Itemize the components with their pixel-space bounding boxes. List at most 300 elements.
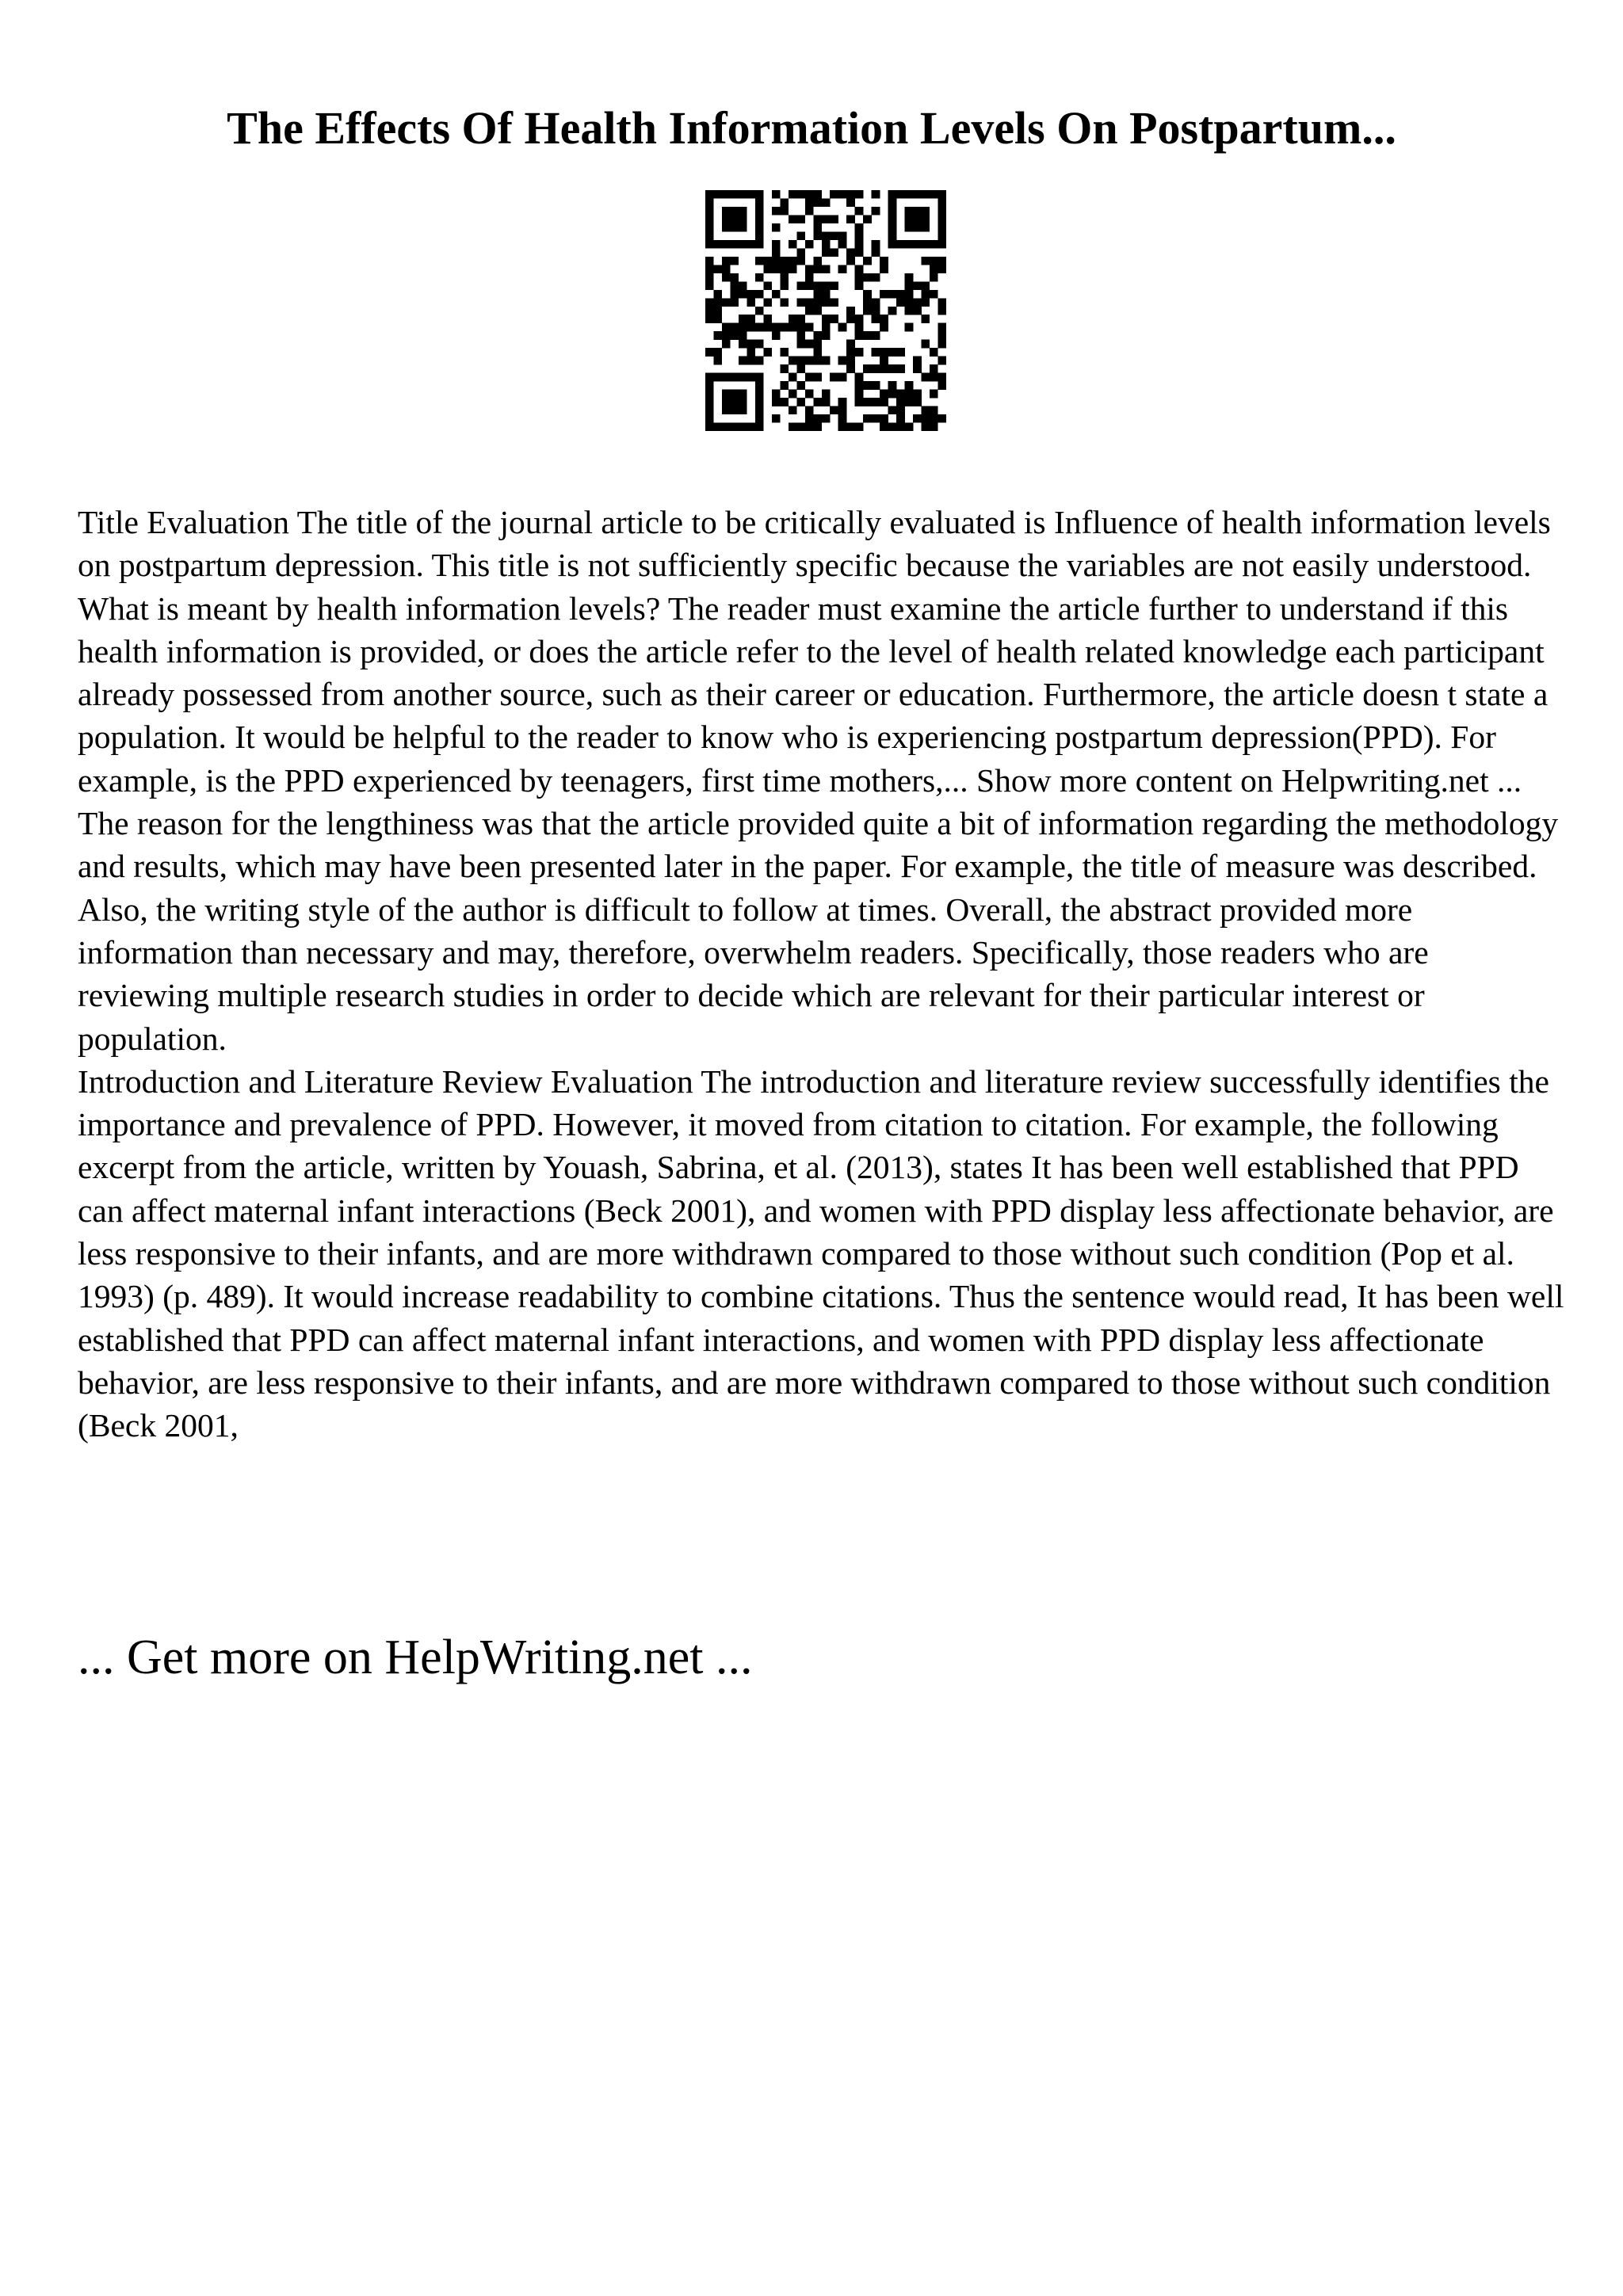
qr-module: [722, 390, 731, 399]
qr-module: [796, 315, 805, 323]
qr-module: [913, 281, 922, 290]
qr-module: [747, 323, 755, 332]
qr-module: [722, 207, 731, 215]
qr-module: [739, 423, 747, 431]
qr-module: [772, 207, 781, 215]
qr-module: [730, 373, 739, 382]
qr-module: [922, 240, 930, 249]
qr-module: [813, 257, 822, 265]
qr-module: [789, 406, 797, 415]
qr-module: [713, 265, 722, 273]
qr-module: [872, 348, 880, 357]
qr-module: [905, 223, 914, 232]
qr-module: [880, 423, 888, 431]
qr-module: [855, 240, 864, 249]
qr-module: [739, 340, 747, 349]
qr-module: [747, 348, 755, 357]
qr-module: [813, 290, 822, 299]
qr-module: [896, 414, 905, 423]
qr-module: [805, 357, 814, 365]
qr-module: [730, 298, 739, 307]
qr-module: [813, 414, 822, 423]
qr-module: [905, 240, 914, 249]
qr-module: [747, 298, 755, 307]
qr-module: [930, 265, 938, 273]
qr-module: [846, 364, 855, 373]
qr-module: [705, 373, 714, 382]
qr-module: [938, 215, 946, 223]
qr-module: [813, 215, 822, 223]
qr-module: [705, 273, 714, 282]
qr-module: [938, 373, 946, 382]
qr-module: [838, 240, 847, 249]
qr-module: [822, 298, 831, 307]
qr-module: [755, 190, 764, 199]
qr-module: [938, 340, 946, 349]
qr-module: [796, 423, 805, 431]
qr-module: [913, 207, 922, 215]
qr-module: [813, 340, 822, 349]
qr-module: [922, 414, 930, 423]
qr-module: [705, 198, 714, 207]
qr-module: [780, 364, 789, 373]
qr-module: [938, 223, 946, 232]
qr-module: [930, 240, 938, 249]
qr-module: [747, 357, 755, 365]
qr-module: [772, 398, 781, 406]
qr-module: [805, 281, 814, 290]
qr-module: [796, 357, 805, 365]
qr-module: [813, 298, 822, 307]
qr-module: [813, 398, 822, 406]
qr-module: [789, 190, 797, 199]
qr-module: [805, 340, 814, 349]
qr-module: [705, 298, 714, 307]
qr-module: [705, 406, 714, 415]
qr-module: [763, 348, 772, 357]
qr-module: [822, 390, 831, 399]
qr-module: [772, 390, 781, 399]
qr-module: [896, 423, 905, 431]
qr-module: [796, 298, 805, 307]
qr-module: [796, 248, 805, 257]
qr-module: [930, 414, 938, 423]
qr-module: [822, 248, 831, 257]
qr-module: [872, 240, 880, 249]
qr-module: [872, 307, 880, 315]
qr-module: [930, 364, 938, 373]
qr-module: [730, 281, 739, 290]
qr-module: [922, 215, 930, 223]
qr-module: [805, 273, 814, 282]
qr-module: [846, 340, 855, 349]
qr-module: [789, 423, 797, 431]
qr-module: [922, 223, 930, 232]
paragraph-introduction-evaluation: Introduction and Literature Review Evaluation The introduction and literature review successfully identifies the importance and prevalence of PPD. However, it moved from citation to citation. For example, the following excerpt from the article, written by Youash, Sabrina, et al. (2013), states It has been well established that PPD can affect maternal infant interactions (Beck 2001), and women with PPD display less affectionate behavior, are less responsive to their infants, and are more withdrawn compared to those without such condition (Pop et al. 1993) (p. 489). It would increase readability to combine citations. Thus the sentence would read, It has been well established that PPD can affect maternal infant interactions, and women with PPD display less affectionate behavior, are less responsive to their infants, and are more withdrawn compared to those without such condition (Beck 2001,: [78, 1062, 1564, 1444]
qr-module: [938, 207, 946, 215]
qr-module: [805, 298, 814, 307]
qr-module: [780, 398, 789, 406]
qr-module: [855, 231, 864, 240]
qr-module: [772, 323, 781, 332]
qr-module: [805, 265, 814, 273]
qr-module: [905, 398, 914, 406]
qr-module: [822, 398, 831, 406]
qr-module: [755, 357, 764, 365]
qr-module: [905, 290, 914, 299]
qr-module: [813, 231, 822, 240]
qr-module: [755, 414, 764, 423]
qr-module: [913, 390, 922, 399]
qr-module: [730, 223, 739, 232]
qr-module: [755, 231, 764, 240]
qr-module: [805, 373, 814, 382]
qr-module: [880, 257, 888, 265]
qr-module: [905, 215, 914, 223]
qr-module: [705, 231, 714, 240]
qr-module: [872, 414, 880, 423]
qr-module: [930, 190, 938, 199]
qr-module: [705, 348, 714, 357]
qr-module: [938, 198, 946, 207]
qr-module: [713, 240, 722, 249]
qr-module: [772, 414, 781, 423]
qr-module: [722, 331, 731, 340]
qr-module: [888, 240, 897, 249]
qr-module: [755, 423, 764, 431]
qr-module: [789, 315, 797, 323]
qr-module: [896, 240, 905, 249]
qr-module: [888, 215, 897, 223]
qr-module: [822, 290, 831, 299]
qr-module: [880, 398, 888, 406]
qr-module: [755, 215, 764, 223]
qr-module: [846, 198, 855, 207]
qr-module: [855, 323, 864, 332]
qr-module: [888, 223, 897, 232]
qr-module: [905, 423, 914, 431]
qr-module: [730, 390, 739, 399]
qr-module: [739, 207, 747, 215]
qr-module: [713, 290, 722, 299]
qr-module: [863, 290, 872, 299]
qr-module: [930, 348, 938, 357]
qr-module: [922, 207, 930, 215]
qr-module: [722, 223, 731, 232]
qr-module: [830, 373, 838, 382]
qr-module: [755, 240, 764, 249]
qr-module: [813, 357, 822, 365]
qr-module: [838, 231, 847, 240]
qr-module: [922, 190, 930, 199]
qr-module: [755, 373, 764, 382]
qr-module: [730, 257, 739, 265]
qr-module: [789, 240, 797, 249]
qr-module: [739, 406, 747, 415]
qr-module: [739, 223, 747, 232]
qr-module: [830, 248, 838, 257]
qr-module: [789, 265, 797, 273]
qr-module: [722, 323, 731, 332]
paragraph-abstract-evaluation: The reason for the lengthiness was that the article provided quite a bit of information regarding the methodology and results, which may have been presented later in the paper. For example, the title of measure was described. Also, the writing style of the author is difficult to follow at times. Overall, the abstract provided more information than necessary and may, therefore, overwhelm readers. Specifically, those readers who are reviewing multiple research studies in order to decide which are relevant for their particular interest or population.: [78, 805, 1559, 1057]
qr-module: [905, 298, 914, 307]
qr-module: [938, 357, 946, 365]
qr-module: [938, 323, 946, 332]
qr-module: [713, 190, 722, 199]
qr-module: [813, 190, 822, 199]
qr-module: [739, 398, 747, 406]
qr-module: [922, 340, 930, 349]
qr-module: [722, 215, 731, 223]
qr-module: [846, 348, 855, 357]
qr-module: [905, 281, 914, 290]
paragraph-title-evaluation: Title Evaluation The title of the journal article to be critically evaluated is Influence of health information levels on postpartum depression. This title is not sufficiently specific because the variables are not easily understood. What is meant by health information levels? The reader must examine the article further to understand if this health information is provided, or does the article refer to the level of health related knowledge each participant already possessed from another source, such as their career or education. Furthermore, the article doesn t state a population. It would be helpful to the reader to know who is experiencing postpartum depression(PPD). For example, is the PPD experienced by teenagers, first time mothers,... Show more content on Helpwriting.net ...: [78, 504, 1551, 799]
qr-module: [705, 307, 714, 315]
qr-module: [780, 381, 789, 390]
qr-module: [905, 190, 914, 199]
qr-module: [730, 331, 739, 340]
qr-module: [913, 190, 922, 199]
qr-module: [763, 281, 772, 290]
qr-module: [780, 323, 789, 332]
qr-module: [730, 215, 739, 223]
qr-module: [713, 307, 722, 315]
qr-module: [855, 373, 864, 382]
qr-module: [805, 307, 814, 315]
qr-module: [872, 248, 880, 257]
qr-module: [730, 273, 739, 282]
qr-module: [880, 390, 888, 399]
qr-module: [846, 315, 855, 323]
qr-module: [755, 273, 764, 282]
get-more-link[interactable]: ... Get more on HelpWriting.net ...: [78, 1630, 753, 1684]
qr-module: [789, 257, 797, 265]
qr-module: [713, 357, 722, 365]
qr-module: [805, 414, 814, 423]
qr-module: [722, 340, 731, 349]
qr-module: [780, 281, 789, 290]
qr-module: [855, 348, 864, 357]
qr-module: [772, 223, 781, 232]
qr-module: [863, 414, 872, 423]
qr-module: [846, 307, 855, 315]
qr-module: [880, 348, 888, 357]
qr-module: [863, 307, 872, 315]
qr-module: [880, 323, 888, 332]
qr-module: [747, 190, 755, 199]
qr-module: [822, 414, 831, 423]
qr-module: [722, 240, 731, 249]
qr-module: [896, 390, 905, 399]
qr-module: [855, 273, 864, 282]
qr-module: [796, 364, 805, 373]
qr-module: [730, 406, 739, 415]
qr-module: [872, 190, 880, 199]
qr-module: [913, 215, 922, 223]
qr-module: [922, 406, 930, 415]
qr-module: [905, 273, 914, 282]
qr-module: [747, 373, 755, 382]
qr-module: [822, 331, 831, 340]
qr-module: [838, 190, 847, 199]
qr-module: [730, 207, 739, 215]
qr-module: [846, 215, 855, 223]
qr-module: [755, 398, 764, 406]
qr-module: [813, 423, 822, 431]
qr-module: [755, 340, 764, 349]
qr-module: [838, 406, 847, 415]
qr-module: [747, 240, 755, 249]
qr-module: [789, 323, 797, 332]
qr-module: [789, 373, 797, 382]
qr-module: [913, 240, 922, 249]
qr-module: [705, 381, 714, 390]
qr-module: [813, 198, 822, 207]
qr-module: [789, 390, 797, 399]
qr-module: [922, 290, 930, 299]
qr-module: [863, 364, 872, 373]
qr-module: [772, 190, 781, 199]
qr-module: [896, 298, 905, 307]
qr-module: [888, 364, 897, 373]
qr-module: [705, 190, 714, 199]
qr-module: [813, 265, 822, 273]
qr-module: [896, 190, 905, 199]
qr-module: [772, 331, 781, 340]
qr-module: [938, 265, 946, 273]
qr-module: [796, 215, 805, 223]
qr-module: [863, 273, 872, 282]
qr-module: [880, 364, 888, 373]
qr-module: [938, 231, 946, 240]
qr-module: [772, 290, 781, 299]
qr-module: [722, 398, 731, 406]
qr-module: [888, 231, 897, 240]
qr-module: [880, 357, 888, 365]
qr-module: [739, 331, 747, 340]
qr-module: [855, 390, 864, 399]
qr-module: [772, 248, 781, 257]
qr-module: [888, 290, 897, 299]
qr-module: [888, 198, 897, 207]
qr-module: [880, 265, 888, 273]
article-body: [78, 501, 1568, 1447]
qr-module: [888, 207, 897, 215]
qr-module: [705, 423, 714, 431]
qr-module: [763, 315, 772, 323]
qr-module: [863, 257, 872, 265]
qr-module: [938, 240, 946, 249]
qr-module: [722, 373, 731, 382]
qr-module: [755, 381, 764, 390]
qr-module: [896, 364, 905, 373]
qr-module: [805, 390, 814, 399]
qr-module: [830, 231, 838, 240]
qr-module: [763, 265, 772, 273]
qr-module: [722, 423, 731, 431]
qr-module: [805, 190, 814, 199]
qr-module: [838, 265, 847, 273]
qr-module: [739, 290, 747, 299]
qr-module: [896, 290, 905, 299]
qr-module: [930, 273, 938, 282]
qr-module: [822, 315, 831, 323]
qr-module: [705, 265, 714, 273]
qr-module: [888, 348, 897, 357]
qr-module: [755, 390, 764, 399]
qr-module: [855, 331, 864, 340]
qr-module: [838, 398, 847, 406]
qr-module: [796, 190, 805, 199]
qr-module: [822, 240, 831, 249]
qr-module: [830, 315, 838, 323]
qr-module: [822, 281, 831, 290]
qr-module: [872, 331, 880, 340]
qr-module: [922, 281, 930, 290]
qr-module: [922, 423, 930, 431]
qr-module: [739, 323, 747, 332]
qr-module: [763, 323, 772, 332]
qr-module: [813, 223, 822, 232]
qr-module: [713, 423, 722, 431]
qr-module: [846, 248, 855, 257]
qr-module: [880, 315, 888, 323]
qr-module: [888, 423, 897, 431]
qr-module: [905, 381, 914, 390]
qr-module: [739, 215, 747, 223]
qr-module: [730, 423, 739, 431]
qr-module: [805, 406, 814, 415]
qr-module: [755, 290, 764, 299]
document-title: The Effects Of Health Information Levels On Postpartum...: [227, 102, 1396, 154]
qr-module: [855, 398, 864, 406]
qr-module: [805, 323, 814, 332]
qr-module: [855, 423, 864, 431]
qr-module: [722, 265, 731, 273]
qr-module: [755, 406, 764, 415]
qr-module: [855, 248, 864, 257]
qr-module: [796, 323, 805, 332]
qr-module: [763, 257, 772, 265]
qr-module: [813, 281, 822, 290]
qr-module: [796, 331, 805, 340]
qr-module: [796, 231, 805, 240]
qr-module: [755, 307, 764, 315]
qr-module: [863, 331, 872, 340]
qr-module: [722, 257, 731, 265]
qr-module: [938, 307, 946, 315]
qr-module: [747, 290, 755, 299]
qr-module: [830, 190, 838, 199]
qr-module: [805, 240, 814, 249]
qr-module: [747, 340, 755, 349]
qr-module: [705, 215, 714, 223]
qr-module: [730, 290, 739, 299]
qr-module: [872, 207, 880, 215]
qr-module: [713, 331, 722, 340]
qr-module: [913, 357, 922, 365]
qr-module: [780, 257, 789, 265]
qr-module: [855, 190, 864, 199]
qr-module: [888, 307, 897, 315]
qr-module: [730, 323, 739, 332]
qr-module: [780, 273, 789, 282]
qr-module: [930, 373, 938, 382]
qr-module: [872, 298, 880, 307]
qr-module: [846, 357, 855, 365]
qr-module: [888, 381, 897, 390]
qr-module: [772, 240, 781, 249]
